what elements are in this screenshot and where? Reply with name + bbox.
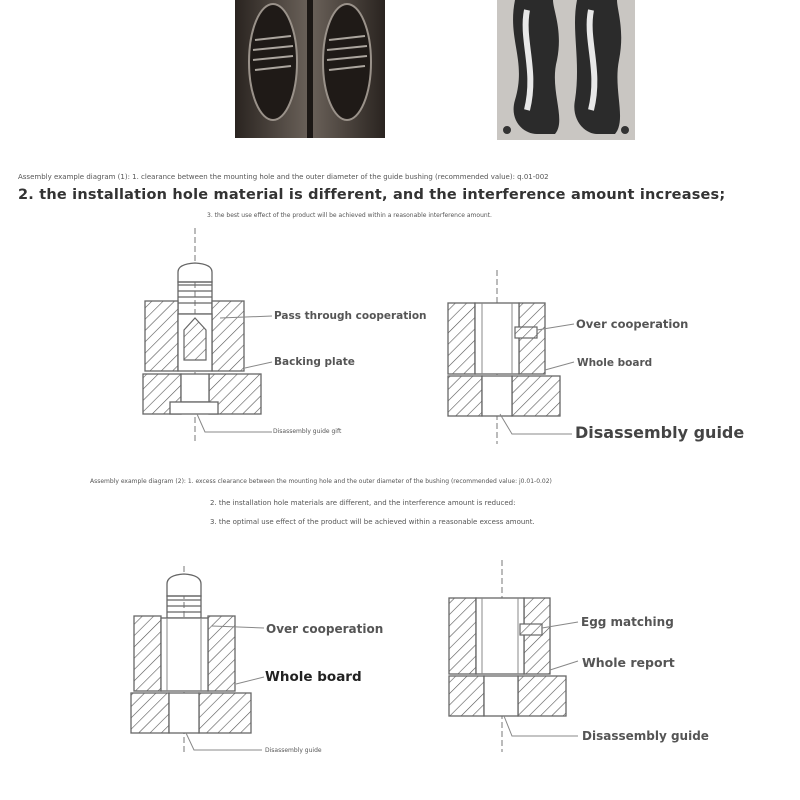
intro-line-3: 3. the best use effect of the product will be achieved within a reasonable interference amount. xyxy=(207,212,492,219)
d2-left-label-top: Over cooperation xyxy=(266,622,384,636)
d1-left-label-top: Pass through cooperation xyxy=(274,310,427,322)
d2-right-label-bottom: Disassembly guide xyxy=(582,729,709,743)
intro2-line-1: Assembly example diagram (2): 1. excess clearance between the mounting hole and the outer diameter of the bushing (recommended value: j0.01-0.02) xyxy=(90,478,552,485)
diagram2-right-drawing xyxy=(449,560,578,752)
intro2-line-3: 3. the optimal use effect of the product will be achieved within a reasonable excess amount. xyxy=(210,518,535,526)
d1-right-label-bottom: Disassembly guide xyxy=(575,423,745,442)
d1-right-label-mid: Whole board xyxy=(577,357,653,369)
d2-right-label-mid: Whole report xyxy=(582,655,675,670)
diagram2-left-drawing xyxy=(131,566,264,752)
d2-right-label-top: Egg matching xyxy=(581,615,674,629)
d2-left-label-bottom: Disassembly guide xyxy=(265,747,322,754)
intro-line-2: 2. the installation hole material is different, and the interference amount increases; xyxy=(18,187,726,203)
diagram1-left-drawing xyxy=(143,228,272,442)
diagram1-right-drawing xyxy=(448,270,574,444)
intro2-line-2: 2. the installation hole materials are different, and the interference amount is reduced: xyxy=(210,499,516,507)
d1-left-label-bottom: Disassembly guide gift xyxy=(273,428,342,435)
d1-right-label-top: Over cooperation xyxy=(576,317,689,331)
d1-left-label-mid: Backing plate xyxy=(274,356,355,368)
intro-line-1: Assembly example diagram (1): 1. clearance between the mounting hole and the outer diameter of the guide bushing (recommended value): q.01-002 xyxy=(18,173,549,181)
d2-left-label-mid: Whole board xyxy=(265,669,362,685)
